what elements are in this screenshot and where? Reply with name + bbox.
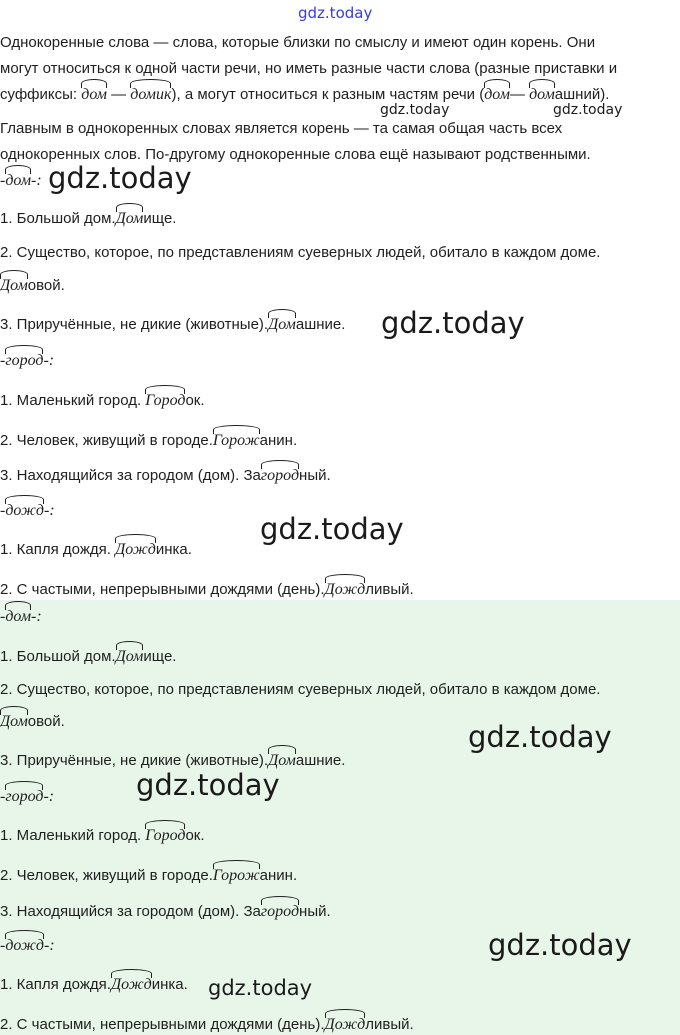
word-rest: овой.	[27, 713, 65, 730]
word-rest: овой.	[27, 277, 65, 294]
heading-dash: -:	[43, 788, 55, 805]
root-word: дом	[5, 172, 32, 189]
heading-dash: -	[0, 788, 6, 805]
root-word: дожд	[5, 937, 44, 954]
list-item	[0, 316, 345, 334]
heading-dash: -	[0, 608, 6, 625]
intro-line-1: Однокоренные слова — слова, которые близки по смыслу и имеют один корень. Они	[0, 34, 596, 51]
item-text: 2. С частыми, непрерывными дождями (день).	[0, 1016, 325, 1033]
heading-dash: -:	[31, 172, 42, 189]
list-item-continuation	[0, 277, 65, 295]
watermark: gdz.today	[208, 976, 313, 1000]
watermark: gdz.today	[48, 161, 192, 195]
heading-dash: -:	[43, 352, 55, 369]
list-item	[0, 867, 297, 885]
intro-text: суффиксы:	[0, 86, 78, 103]
word-prefix: За	[243, 467, 261, 484]
word-rest: ливый.	[365, 1016, 414, 1033]
watermark: gdz.today	[380, 102, 450, 118]
root-word: дожд	[5, 502, 44, 519]
root-word: дом	[5, 608, 32, 625]
root-word: Город	[145, 827, 186, 844]
root-word: Дожд	[324, 581, 366, 598]
intro-line-2: могут относиться к одной части речи, но иметь разные части слова (разные приставки и	[0, 60, 618, 77]
item-text: 3. Приручённые, не дикие (животные).	[0, 316, 269, 333]
list-item	[0, 976, 188, 994]
watermark: gdz.today	[381, 306, 525, 340]
item-text: 3. Находящийся за городом (дом).	[0, 467, 240, 484]
root-word: Дом	[115, 648, 144, 665]
heading-dash: -	[0, 502, 6, 519]
root-word: Дом	[0, 277, 28, 294]
root-word: Дом	[0, 713, 28, 730]
list-item: 2. Существо, которое, по представлениям суеверных людей, обитало в каждом доме.	[0, 681, 601, 698]
group-heading-gorod	[0, 352, 54, 370]
list-item	[0, 541, 192, 559]
word-rest: инка.	[155, 541, 192, 558]
intro-line-4: Главным в однокоренных словах является корень — та самая общая часть всех	[0, 120, 563, 137]
list-item	[0, 1016, 414, 1034]
list-item	[0, 903, 331, 921]
word-rest: ашние.	[295, 316, 346, 333]
watermark: gdz.today	[468, 720, 612, 754]
root-word: домик	[130, 86, 172, 103]
word-rest: анин.	[259, 432, 298, 449]
word-rest: ок.	[185, 827, 205, 844]
root-word: город	[5, 352, 44, 369]
item-text: 1. Маленький город.	[0, 827, 142, 844]
item-text: 1. Маленький город.	[0, 392, 142, 409]
watermark-top: gdz.today	[298, 4, 373, 22]
intro-line-3	[0, 86, 609, 104]
watermark: gdz.today	[136, 768, 280, 802]
word-rest: ашние.	[295, 752, 346, 769]
root-word: Дом	[268, 752, 296, 769]
root-word: Город	[145, 392, 186, 409]
list-item-continuation	[0, 713, 65, 731]
watermark: gdz.today	[553, 102, 623, 118]
word-rest: ище.	[143, 648, 177, 665]
root-word: дом	[81, 86, 107, 103]
intro-text: —	[106, 86, 131, 103]
word-prefix: За	[243, 903, 261, 920]
word-rest: ище.	[143, 210, 177, 227]
list-item	[0, 581, 414, 599]
list-item	[0, 467, 331, 485]
group-heading-dozhd	[0, 937, 55, 955]
root-word: Горож	[212, 867, 260, 884]
root-word: Дожд	[324, 1016, 366, 1033]
word-rest: ливый.	[365, 581, 414, 598]
watermark: gdz.today	[260, 512, 404, 546]
root-word: Дожд	[110, 976, 152, 993]
list-item: 2. Существо, которое, по представлениям суеверных людей, обитало в каждом доме.	[0, 244, 601, 261]
root-word: Дом	[115, 210, 144, 227]
list-item	[0, 392, 205, 410]
item-text: 3. Находящийся за городом (дом).	[0, 903, 240, 920]
intro-text: —	[509, 86, 530, 103]
list-item	[0, 648, 176, 666]
group-heading-dom	[0, 172, 42, 190]
heading-dash: -:	[44, 937, 55, 954]
item-text: 2. С частыми, непрерывными дождями (день).	[0, 581, 325, 598]
word-rest: ок.	[185, 392, 205, 409]
heading-dash: -	[0, 352, 6, 369]
word-rest: ный.	[299, 467, 331, 484]
word-rest: ный.	[299, 903, 331, 920]
heading-dash: -:	[44, 502, 55, 519]
item-text: 1. Капля дождя.	[0, 541, 111, 558]
group-heading-dozhd	[0, 502, 55, 520]
heading-dash: -:	[31, 608, 42, 625]
root-word: город	[260, 467, 300, 484]
item-text: 1. Большой дом.	[0, 648, 116, 665]
root-word: Дом	[268, 316, 296, 333]
heading-dash: -	[0, 172, 6, 189]
item-text: 1. Большой дом.	[0, 210, 116, 227]
group-heading-dom	[0, 608, 42, 626]
item-text: 1. Капля дождя.	[0, 976, 111, 993]
item-text: 3. Приручённые, не дикие (животные).	[0, 752, 269, 769]
intro-text: ), а могут относиться к разным частям речи (	[171, 86, 485, 103]
word-rest: анин.	[259, 867, 298, 884]
root-word: дом	[484, 86, 510, 103]
item-text: 2. Человек, живущий в городе.	[0, 432, 213, 449]
intro-line-5: однокоренных слов. По-другому однокоренные слова ещё называют родственными.	[0, 146, 591, 163]
watermark: gdz.today	[488, 928, 632, 962]
root-word: город	[260, 903, 300, 920]
root-word: дом	[529, 86, 555, 103]
intro-text: ашний).	[554, 86, 610, 103]
heading-dash: -	[0, 937, 6, 954]
root-word: город	[5, 788, 44, 805]
list-item	[0, 827, 205, 845]
list-item	[0, 432, 297, 450]
word-rest: инка.	[151, 976, 188, 993]
root-word: Дожд	[115, 541, 156, 558]
root-word: Горож	[212, 432, 260, 449]
item-text: 2. Человек, живущий в городе.	[0, 867, 213, 884]
list-item	[0, 210, 176, 228]
group-heading-gorod	[0, 788, 54, 806]
